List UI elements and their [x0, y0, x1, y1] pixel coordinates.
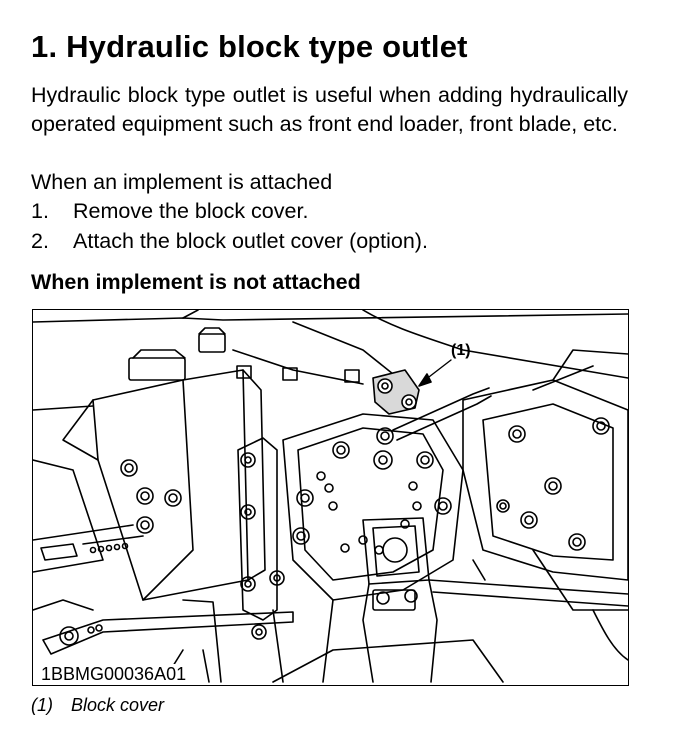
step-number: 1. — [31, 199, 49, 223]
tractor-hydraulic-illustration — [33, 310, 628, 685]
step-text: Attach the block outlet cover (option). — [73, 229, 428, 253]
callout-label: (1) — [451, 342, 471, 359]
caption-text: Block cover — [71, 695, 165, 715]
figure-illustration — [32, 309, 629, 686]
condition-line: When an implement is attached — [31, 170, 333, 194]
section-title: 1. Hydraulic block type outlet — [31, 29, 468, 64]
caption-number: (1) — [31, 695, 53, 715]
figure-code: 1BBMG00036A01 — [41, 664, 187, 684]
step-item-1 — [31, 197, 308, 226]
intro-paragraph: Hydraulic block type outlet is useful when adding hydraulically operated equipment such as front end loader, front blade, etc. — [31, 83, 628, 136]
step-item-2 — [31, 227, 428, 256]
step-text: Remove the block cover. — [73, 199, 309, 223]
step-number: 2. — [31, 229, 49, 253]
subheading: When implement is not attached — [31, 270, 361, 294]
figure-caption — [31, 694, 164, 716]
